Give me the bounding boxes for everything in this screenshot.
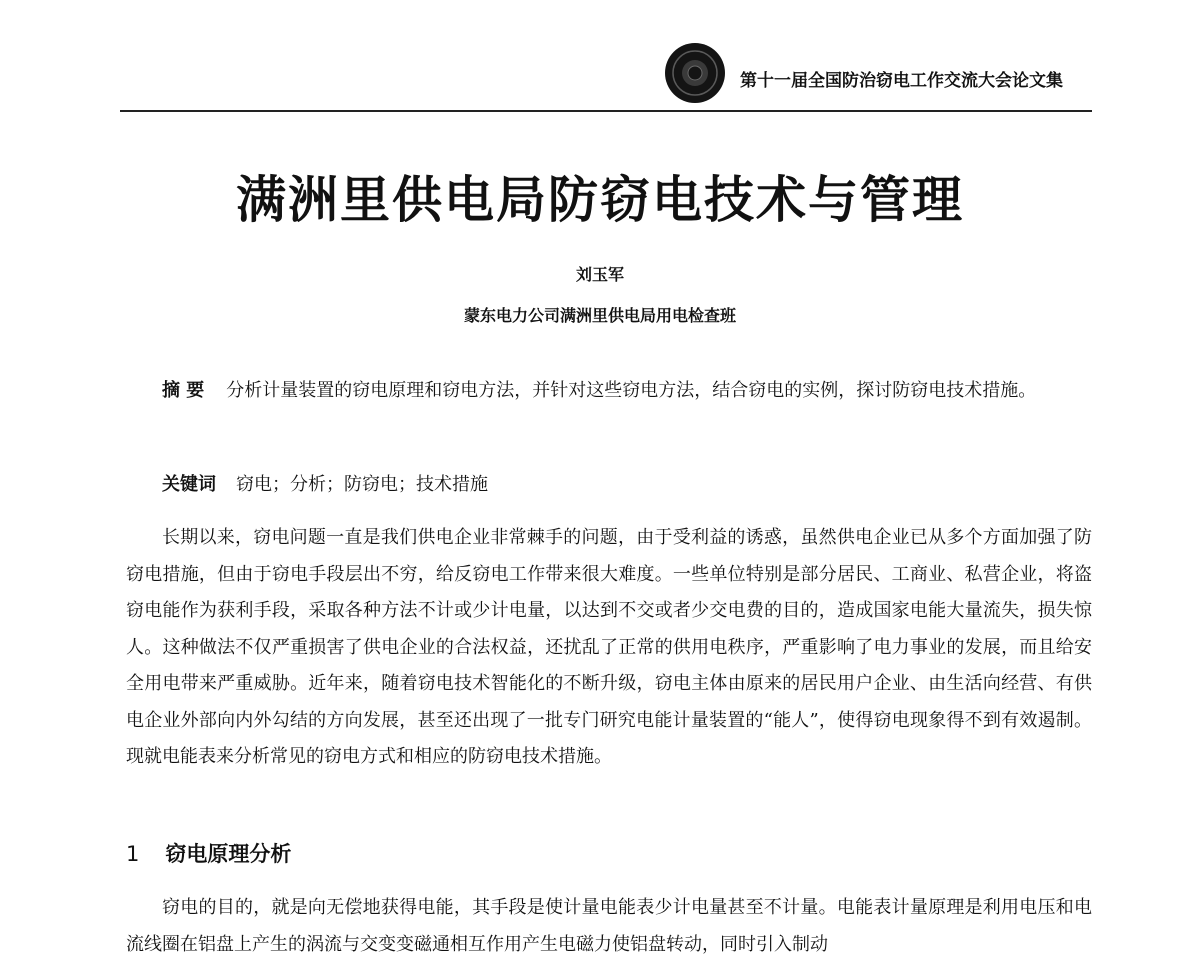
proceedings-title: 第十一届全国防治窃电工作交流大会论文集 (740, 71, 1063, 91)
header-divider (120, 110, 1092, 112)
abstract-text: 分析计量装置的窃电原理和窃电方法，并针对这些窃电方法，结合窃电的实例，探讨防窃电技术措施。 (226, 380, 1037, 401)
section-number: 1 (126, 842, 140, 866)
section-paragraph: 窃电的目的，就是向无偿地获得电能，其手段是使计量电能表少计电量甚至不计量。电能表计量原理是利用电压和电流线圈在铝盘上产生的涡流与交变变磁通相互作用产生电磁力使铝盘转动，同时引入制动 (126, 897, 1092, 955)
section-heading (126, 838, 291, 868)
author-name: 刘玉军 (575, 265, 624, 284)
section-title: 窃电原理分析 (165, 842, 292, 866)
keywords-label: 关键词 (162, 474, 216, 495)
author-affiliation: 蒙东电力公司满洲里供电局用电检查班 (463, 306, 736, 325)
keywords-line (126, 467, 1092, 504)
abstract-label: 摘 要 (162, 380, 205, 401)
abstract-paragraph (126, 373, 1092, 410)
intro-paragraph: 长期以来，窃电问题一直是我们供电企业非常棘手的问题，由于受利益的诱惑，虽然供电企业已从多个方面加强了防窃电措施，但由于窃电手段层出不穷，给反窃电工作带来很大难度。一些单位特别是部分居民、工商业、私营企业，将盗窃电能作为获利手段，采取各种方法不计或少计电量，以达到不交或者少交电费的目的，造成国家电能大量流失，损失惊人。这种做法不仅严重损害了供电企业的合法权益，还扰乱了正常的供用电秩序，严重影响了电力事业的发展，而且给安全用电带来严重威胁。近年来，随着窃电技术智能化的不断升级，窃电主体由原来的居民用户企业、由生活向经营、有供电企业外部向内外勾结的方向发展，甚至还出现了一批专门研究电能计量装置的“能人”，使得窃电现象得不到有效遏制。现就电能表来分析常见的窃电方式和相应的防窃电技术措施。 (126, 527, 1092, 767)
keywords-text: 窃电；分析；防窃电；技术措施 (236, 474, 488, 495)
paper-title: 满洲里供电局防窃电技术与管理 (236, 171, 964, 229)
circular-seal-emblem-icon (664, 42, 726, 104)
